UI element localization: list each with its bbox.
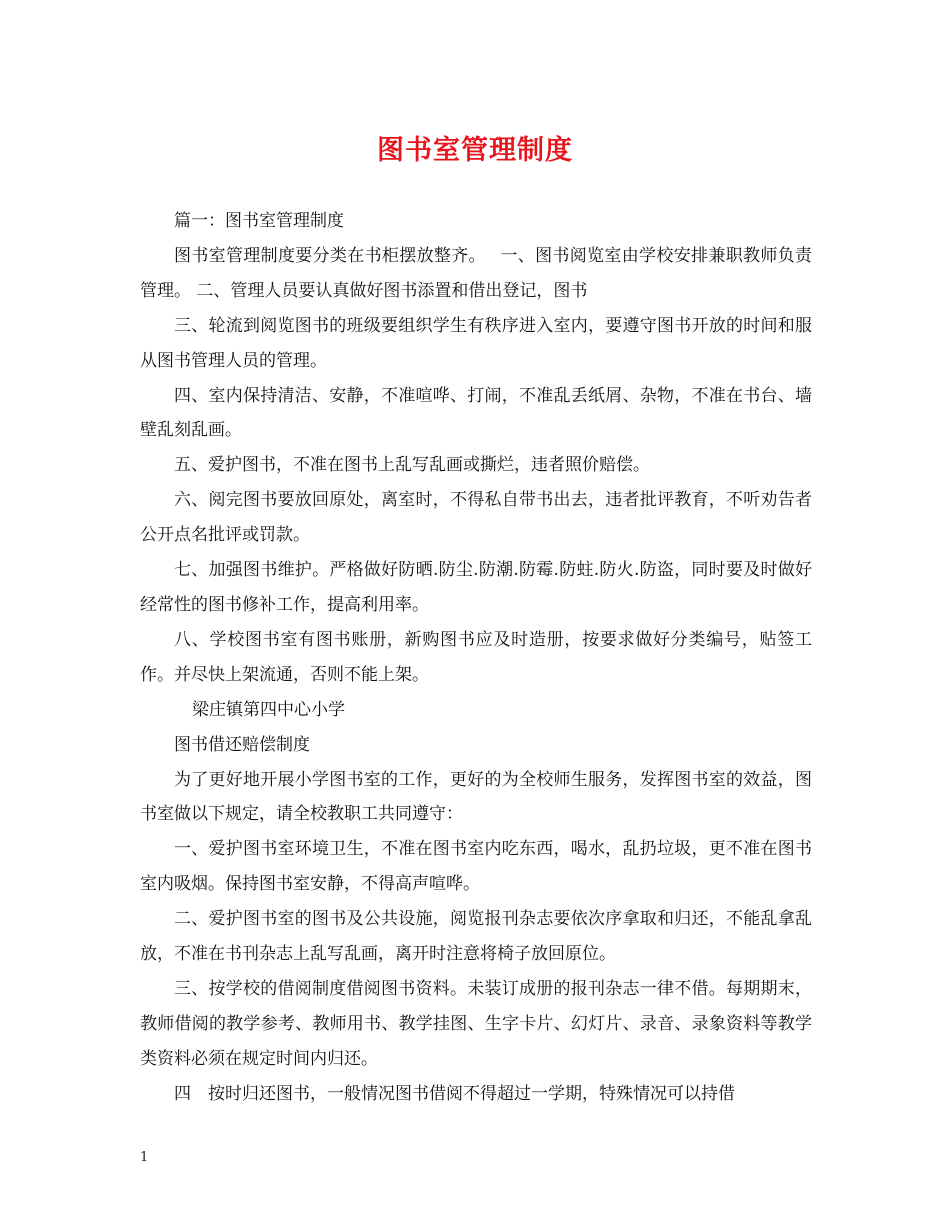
paragraph: 图书室管理制度要分类在书柜摆放整齐。 一、图书阅览室由学校安排兼职教师负责管理。 二、管理人员要认真做好图书添置和借出登记，图书 <box>140 245 812 301</box>
signature-line: 梁庄镇第四中心小学 <box>192 699 345 720</box>
paragraph: 四 按时归还图书，一般情况图书借阅不得超过一学期，特殊情况可以持借 <box>174 1083 735 1104</box>
paragraph: 为了更好地开展小学图书室的工作，更好的为全校师生服务，发挥图书室的效益，图书室做以下规定，请全校教职工共同遵守： <box>140 769 812 825</box>
paragraph: 二、爱护图书室的图书及公共设施，阅览报刊杂志要依次序拿取和归还，不能乱拿乱放，不准在书刊杂志上乱写乱画，离开时注意将椅子放回原位。 <box>140 909 812 965</box>
paragraph: 三、轮流到阅览图书的班级要组织学生有秩序进入室内，要遵守图书开放的时间和服从图书管理人员的管理。 <box>140 315 812 371</box>
paragraph: 一、爱护图书室环境卫生，不准在图书室内吃东西，喝水，乱扔垃圾，更不准在图书室内吸烟。保持图书室安静，不得高声喧哗。 <box>140 839 812 895</box>
paragraph: 六、阅完图书要放回原处，离室时，不得私自带书出去，违者批评教育，不听劝告者公开点名批评或罚款。 <box>140 490 812 546</box>
document-body <box>140 204 812 1112</box>
paragraph: 三、按学校的借阅制度借阅图书资料。未装订成册的报刊杂志一律不借。每期期末，教师借阅的教学参考、教师用书、教学挂图、生字卡片、幻灯片、录音、录象资料等教学类资料必须在规定时间内归还。 <box>140 978 812 1069</box>
paragraph-section-heading: 篇一：图书室管理制度 <box>174 211 344 231</box>
page-number: 1 <box>140 1150 149 1165</box>
paragraph: 八、学校图书室有图书账册，新购图书应及时造册，按要求做好分类编号，贴签工作。并尽快上架流通，否则不能上架。 <box>140 629 812 685</box>
paragraph: 七、加强图书维护。严格做好防晒.防尘.防潮.防霉.防蛀.防火.防盗，同时要及时做好经常性的图书修补工作，提高利用率。 <box>140 560 812 615</box>
paragraph-section-heading: 图书借还赔偿制度 <box>174 734 310 755</box>
paragraph: 四、室内保持清洁、安静，不准喧哗、打闹，不准乱丢纸屑、杂物，不准在书台、墙壁乱刻乱画。 <box>140 385 812 441</box>
page-title: 图书室管理制度 <box>377 135 573 166</box>
paragraph: 五、爱护图书，不准在图书上乱写乱画或撕烂，违者照价赔偿。 <box>174 455 650 476</box>
